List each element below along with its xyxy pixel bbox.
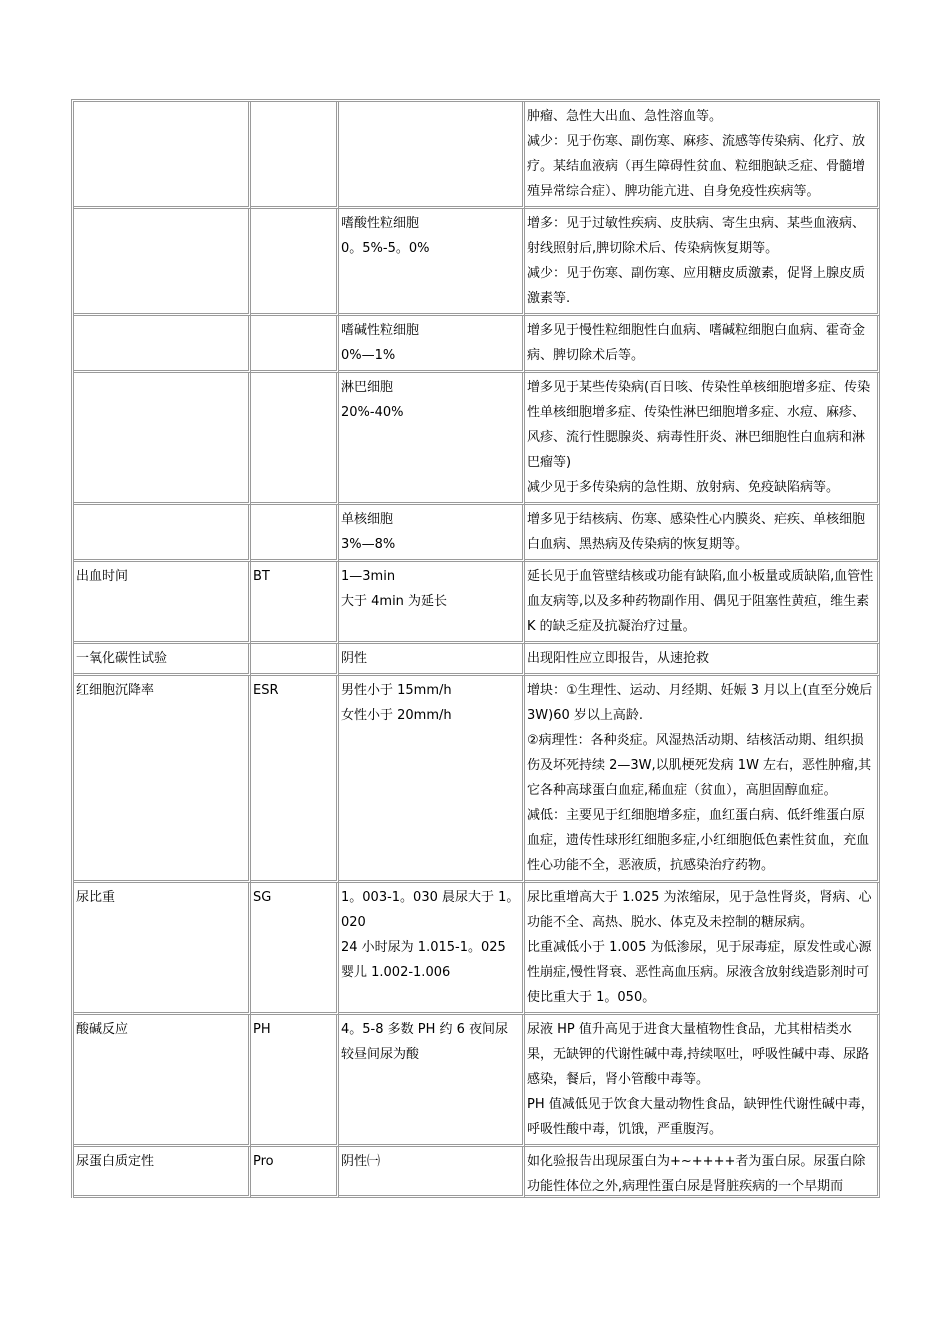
reference-value-cell <box>339 883 525 1015</box>
clinical-significance-cell <box>525 1015 880 1147</box>
table-row <box>74 316 880 373</box>
test-name-cell <box>74 316 251 373</box>
lab-reference-table <box>71 99 880 1198</box>
significance-paragraph: ②病理性：各种炎症。风湿热活动期、结核活动期、组织损伤及坏死持续 2—3W,以肌梗死发病 1W 左右，恶性肿瘤,其它各种高球蛋白血症,稀血症（贫血），高胆固醇血症。 <box>527 733 872 798</box>
reference-value-line: 单核细胞 <box>341 512 394 527</box>
reference-value-line: 男性小于 15mm/h <box>341 683 452 698</box>
table-row <box>74 373 880 505</box>
test-name-cell: 红细胞沉降率 <box>74 676 251 883</box>
reference-value-line: 1—3min <box>341 569 396 584</box>
significance-paragraph: 如化验报告出现尿蛋白为+~++++者为蛋白尿。尿蛋白除功能性体位之外,病理性蛋白尿是肾脏疾病的一个早期而 <box>527 1154 866 1193</box>
clinical-significance-cell <box>525 316 880 373</box>
reference-value-line: 阴性 <box>341 651 368 666</box>
reference-value-line: 阴性㈠ <box>341 1154 381 1169</box>
reference-value-cell <box>339 102 525 209</box>
reference-value-line: 20%-40% <box>341 405 404 420</box>
reference-value-cell <box>339 209 525 316</box>
reference-value-line: 女性小于 20mm/h <box>341 708 452 723</box>
test-name-cell <box>74 505 251 562</box>
significance-paragraph: 肿瘤、急性大出血、急性溶血等。 <box>527 109 723 124</box>
test-name-cell <box>74 209 251 316</box>
significance-paragraph: 尿液 HP 值升高见于进食大量植物性食品，尤其柑桔类水果，无缺钾的代谢性碱中毒,持续呕吐，呼吸性碱中毒、尿路感染，餐后，肾小管酸中毒等。 <box>527 1022 870 1087</box>
clinical-significance-cell <box>525 676 880 883</box>
abbreviation-cell <box>251 209 339 316</box>
significance-paragraph: 尿比重增高大于 1.025 为浓缩尿，见于急性肾炎，肾病、心功能不全、高热、脱水、体克及未控制的糖尿病。 <box>527 890 872 930</box>
test-name-cell <box>74 102 251 209</box>
reference-value-cell <box>339 562 525 644</box>
reference-value-line: 大于 4min 为延长 <box>341 594 448 609</box>
test-name-cell: 尿比重 <box>74 883 251 1015</box>
reference-value-cell <box>339 676 525 883</box>
abbreviation-cell: SG <box>251 883 339 1015</box>
test-name-cell: 出血时间 <box>74 562 251 644</box>
abbreviation-cell <box>251 316 339 373</box>
clinical-significance-cell <box>525 644 880 676</box>
significance-paragraph: 减少：见于伤寒、副伤寒、麻疹、流感等传染病、化疗、放疗。某结血液病（再生障碍性贫血、粒细胞缺乏症、骨髓增殖异常综合症）、脾功能亢进、自身免疫性疾病等。 <box>527 134 866 199</box>
table-body <box>74 102 880 1198</box>
reference-value-line: 嗜碱性粒细胞 <box>341 323 420 338</box>
abbreviation-cell: Pro <box>251 1147 339 1198</box>
test-name-cell: 尿蛋白质定性 <box>74 1147 251 1198</box>
significance-paragraph: 减少见于多传染病的急性期、放射病、免疫缺陷病等。 <box>527 480 840 495</box>
table-row <box>74 676 880 883</box>
table-row <box>74 1015 880 1147</box>
significance-paragraph: 增多见于慢性粒细胞性白血病、嗜碱粒细胞白血病、霍奇金病、脾切除术后等。 <box>527 323 866 363</box>
abbreviation-cell <box>251 505 339 562</box>
reference-value-line: 0。5%-5。0% <box>341 241 430 256</box>
significance-paragraph: 增多见于某些传染病(百日咳、传染性单核细胞增多症、传染性单核细胞增多症、传染性淋巴细胞增多症、水痘、麻疹、风疹、流行性腮腺炎、病毒性肝炎、淋巴细胞性白血病和淋巴瘤等) <box>527 380 871 470</box>
reference-value-line: 24 小时尿为 1.015-1。025 <box>341 940 506 955</box>
significance-paragraph: 增多：见于过敏性疾病、皮肤病、寄生虫病、某些血液病、射线照射后,脾切除术后、传染病恢复期等。 <box>527 216 866 256</box>
clinical-significance-cell <box>525 373 880 505</box>
abbreviation-cell: ESR <box>251 676 339 883</box>
table-row <box>74 883 880 1015</box>
significance-paragraph: 减少：见于伤寒、副伤寒、应用糖皮质激素，促肾上腺皮质激素等. <box>527 266 866 306</box>
test-name-cell: 酸碱反应 <box>74 1015 251 1147</box>
reference-value-line: 婴儿 1.002-1.006 <box>341 965 451 980</box>
significance-paragraph: PH 值减低见于饮食大量动物性食品，缺钾性代谢性碱中毒，呼吸性酸中毒，饥饿，严重腹泻。 <box>527 1097 874 1137</box>
significance-paragraph: 减低：主要见于红细胞增多症，血红蛋白病、低纤维蛋白原血症，遗传性球形红细胞多症,小红细胞低色素性贫血，充血性心功能不全，恶液质，抗感染治疗药物。 <box>527 808 870 873</box>
table-row <box>74 102 880 209</box>
clinical-significance-cell <box>525 562 880 644</box>
clinical-significance-cell <box>525 883 880 1015</box>
significance-paragraph: 延长见于血管壁结核或功能有缺陷,血小板量或质缺陷,血管性血友病等,以及多种药物副作用、偶见于阻塞性黄疸，维生素 K 的缺乏症及抗凝治疗过量。 <box>527 569 874 634</box>
reference-value-line: 4。5-8 多数 PH 约 6 夜间尿较昼间尿为酸 <box>341 1022 509 1062</box>
reference-value-cell <box>339 373 525 505</box>
reference-value-cell <box>339 505 525 562</box>
abbreviation-cell <box>251 102 339 209</box>
abbreviation-cell: PH <box>251 1015 339 1147</box>
significance-paragraph: 出现阳性应立即报告，从速抢救 <box>527 651 710 666</box>
clinical-significance-cell <box>525 209 880 316</box>
significance-paragraph: 比重减低小于 1.005 为低渗尿，见于尿毒症，原发性或心源性崩症,慢性肾衰、恶性高血压病。尿液含放射线造影剂时可使比重大于 1。050。 <box>527 940 872 1005</box>
reference-value-cell <box>339 1015 525 1147</box>
clinical-significance-cell <box>525 1147 880 1198</box>
table-row <box>74 562 880 644</box>
table-row <box>74 644 880 676</box>
reference-value-line: 嗜酸性粒细胞 <box>341 216 420 231</box>
test-name-cell <box>74 373 251 505</box>
reference-value-cell <box>339 644 525 676</box>
abbreviation-cell <box>251 373 339 505</box>
abbreviation-cell: BT <box>251 562 339 644</box>
table-row <box>74 505 880 562</box>
clinical-significance-cell <box>525 102 880 209</box>
reference-value-line: 0%—1% <box>341 348 396 363</box>
clinical-significance-cell <box>525 505 880 562</box>
table-row <box>74 1147 880 1198</box>
significance-paragraph: 增多见于结核病、伤寒、感染性心内膜炎、疟疾、单核细胞白血病、黑热病及传染病的恢复期等。 <box>527 512 866 552</box>
reference-value-cell <box>339 316 525 373</box>
reference-value-line: 3%—8% <box>341 537 396 552</box>
reference-value-line: 1。003-1。030 晨尿大于 1。020 <box>341 890 520 930</box>
table-row <box>74 209 880 316</box>
reference-value-cell <box>339 1147 525 1198</box>
abbreviation-cell <box>251 644 339 676</box>
significance-paragraph: 增块：①生理性、运动、月经期、妊娠 3 月以上(直至分娩后 3W)60 岁以上高龄. <box>527 683 877 723</box>
significance-clip <box>527 1149 876 1193</box>
test-name-cell: 一氧化碳性试验 <box>74 644 251 676</box>
reference-value-line: 淋巴细胞 <box>341 380 394 395</box>
